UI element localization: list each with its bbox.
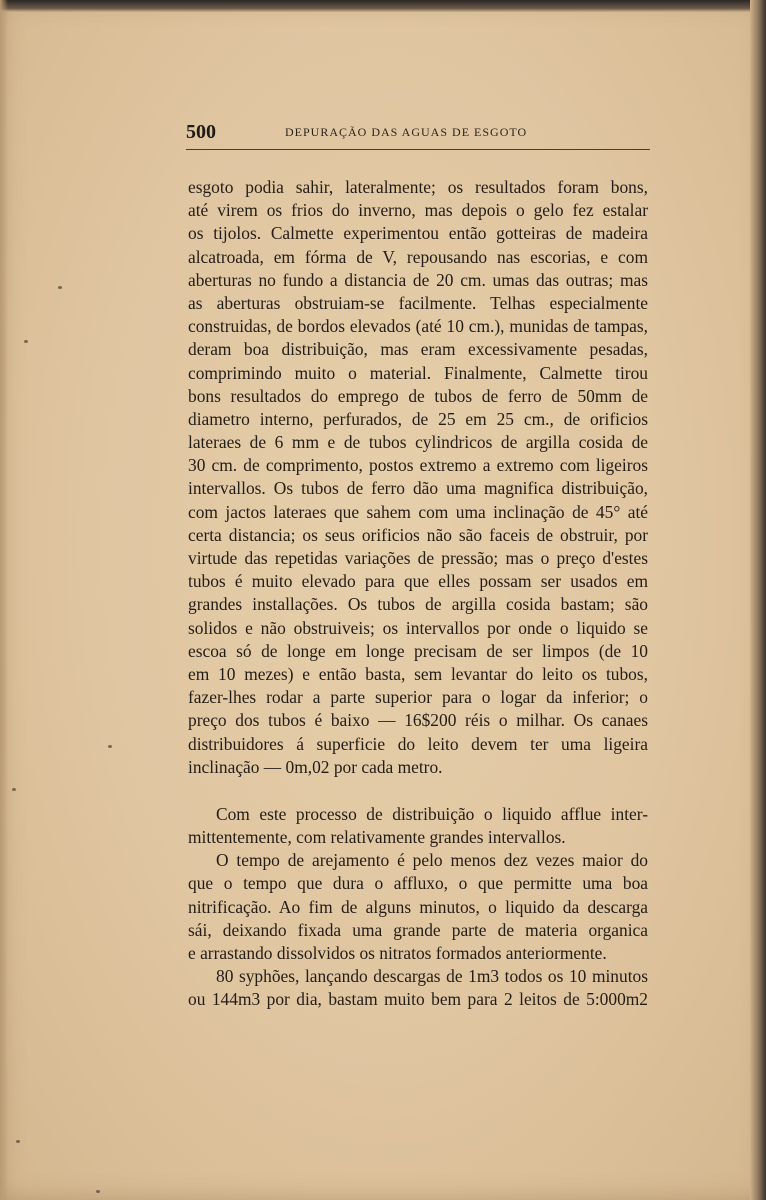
text-line: alcatroada, em fórma de V, repousando nas escorias, e com: [188, 246, 648, 267]
text-line: tubos é muito elevado para que elles possam ser usados em: [188, 571, 648, 592]
text-line: nitrificação. Ao fim de alguns minutos, o liquido da descarga: [188, 896, 648, 917]
text-line: escoa só de longe em longe precisam de ser limpos (de 10: [188, 640, 648, 661]
text-line: grandes installações. Os tubos de argilla cosida bastam; são: [188, 594, 648, 615]
text-line: bons resultados do emprego de tubos de ferro de 50mm de: [188, 385, 648, 406]
paper-speck: [12, 788, 16, 791]
text-line: esgoto podia sahir, lateralmente; os resultados foram bons,: [188, 177, 648, 197]
text-line: inclinação — 0m,02 por cada metro.: [188, 756, 443, 777]
text-line: Com este processo de distribuição o liquido afflue inter-: [216, 803, 648, 824]
text-line: intervallos. Os tubos de ferro dão uma magnifica distribuição,: [188, 478, 648, 499]
text-line: com jactos lateraes que sahem com uma inclinação de 45° até: [188, 501, 648, 522]
paragraph: [188, 849, 648, 965]
paper-speck: [16, 1140, 20, 1143]
page-number: 500: [186, 121, 216, 143]
text-line: os tijolos. Calmette experimentou então gotteiras de madeira: [188, 223, 648, 244]
page-top-edge: [0, 0, 766, 12]
text-line: fazer-lhes rodar a parte superior para o logar da inferior; o: [188, 687, 648, 708]
paragraph: [188, 176, 648, 779]
page-right-edge: [750, 0, 766, 1200]
body-text: [188, 176, 648, 1012]
page-left-edge: [0, 0, 8, 1200]
text-line: e arrastando dissolvidos os nitratos formados anteriormente.: [188, 943, 607, 963]
text-line: aberturas no fundo a distancia de 20 cm. umas das outras; mas: [188, 269, 648, 290]
paper-speck: [24, 340, 28, 343]
text-line: certa distancia; os seus orificios não são faceis de obstruir, por: [188, 524, 648, 545]
text-line: as aberturas obstruiam-se facilmente. Telhas especialmente: [188, 292, 648, 313]
paper-speck: [58, 286, 62, 289]
text-line: virtude das repetidas variações de pressão; mas o preço d'estes: [188, 548, 648, 568]
text-line: ou 144m3 por dia, bastam muito bem para 2 leitos de 5:000m2: [188, 989, 648, 1010]
paragraph: [188, 965, 648, 1011]
paragraph: [188, 803, 648, 849]
text-line: preço dos tubos é baixo — 16$200 réis o milhar. Os canaes: [188, 710, 648, 731]
text-line: em 10 mezes) e então basta, sem levantar do leito os tubos,: [188, 663, 648, 684]
text-line: sái, deixando fixada uma grande parte de materia organica: [188, 919, 648, 940]
text-line: O tempo de arejamento é pelo menos dez vezes maior do: [216, 850, 648, 871]
text-line: solidos e não obstruiveis; os intervallos por onde o liquido se: [188, 617, 648, 638]
paper-speck: [96, 1190, 100, 1193]
running-title: DEPURAÇÃO DAS AGUAS DE ESGOTO: [285, 125, 528, 139]
text-line: construidas, de bordos elevados (até 10 cm.), munidas de tampas,: [188, 316, 648, 337]
text-line: lateraes de 6 mm e de tubos cylindricos de argilla cosida de: [188, 432, 648, 453]
text-line: 80 syphões, lançando descargas de 1m3 todos os 10 minutos: [216, 966, 648, 987]
text-line: até virem os frios do inverno, mas depois o gelo fez estalar: [188, 200, 648, 221]
paragraph-gap: [188, 779, 648, 803]
paper-speck: [108, 745, 112, 748]
text-line: distribuidores á superficie do leito devem ter uma ligeira: [188, 733, 648, 754]
page-header: [186, 117, 650, 150]
text-line: diametro interno, perfurados, de 25 em 25 cm., de orificios: [188, 408, 648, 429]
text-line: que o tempo que dura o affluxo, o que permitte uma boa: [188, 873, 648, 894]
text-line: mittentemente, com relativamente grandes intervallos.: [188, 827, 566, 848]
text-line: 30 cm. de comprimento, postos extremo a extremo com ligeiros: [188, 455, 648, 476]
text-line: comprimindo muito o material. Finalmente, Calmette tirou: [188, 362, 648, 383]
text-line: deram boa distribuição, mas eram excessivamente pesadas,: [188, 339, 648, 360]
